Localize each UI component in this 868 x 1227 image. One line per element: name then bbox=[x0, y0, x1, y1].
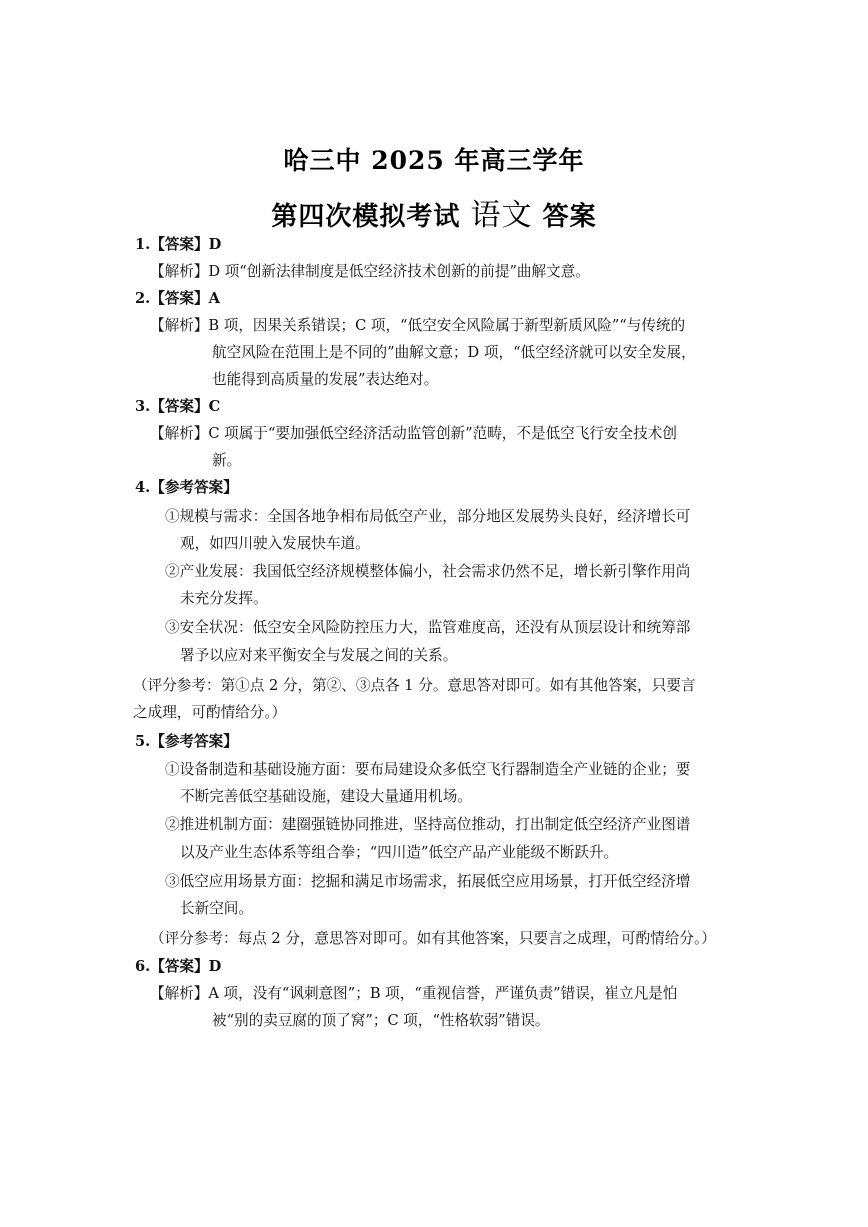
answer-line: 【解析】B 项，因果关系错误；C 项，“低空安全风险属于新型新质风险”“与传统的 bbox=[150, 317, 686, 334]
answer-line: 之成理，可酌情给分。） bbox=[133, 704, 287, 721]
answer-line: 【解析】D 项“创新法律制度是低空经济技术创新的前提”曲解文意。 bbox=[150, 263, 590, 280]
answer-line: 也能得到高质量的发展”表达绝对。 bbox=[212, 371, 439, 388]
answer-line: ②推进机制方面：建圈强链协同推进，坚持高位推动，打出制定低空经济产业图谱 bbox=[165, 816, 691, 833]
answer-line: ①规模与需求：全国各地争相布局低空产业，部分地区发展势头良好，经济增长可 bbox=[165, 508, 691, 525]
answer-line: 【解析】C 项属于“要加强低空经济活动监管创新”范畴，不是低空飞行安全技术创 bbox=[150, 425, 677, 442]
question-heading: 2.【答案】A bbox=[135, 290, 220, 307]
document-title: 哈三中 2025 年高三学年 bbox=[283, 146, 585, 175]
question-heading: 3.【答案】C bbox=[135, 398, 221, 415]
subtitle-answer: 答案 bbox=[542, 202, 597, 232]
answer-line: 不断完善低空基础设施，建设大量通用机场。 bbox=[180, 788, 472, 805]
answer-line: 航空风险在范围上是不同的”曲解文意；D 项，“低空经济就可以安全发展， bbox=[212, 344, 696, 361]
answer-line: ②产业发展：我国低空经济规模整体偏小，社会需求仍然不足，增长新引擎作用尚 bbox=[165, 563, 691, 580]
answer-line: 以及产业生态体系等组合拳；“四川造”低空产品产业能级不断跃升。 bbox=[180, 844, 619, 861]
answer-line: 被“别的卖豆腐的顶了窝”；C 项，“性格软弱”错误。 bbox=[212, 1012, 550, 1029]
answer-line: 新。 bbox=[212, 452, 242, 469]
document-subtitle bbox=[0, 190, 868, 234]
answer-line: （评分参考：每点 2 分，意思答对即可。如有其他答案，只要言之成理，可酌情给分。） bbox=[150, 930, 716, 947]
question-heading: 1.【答案】D bbox=[135, 236, 222, 253]
answer-line: ①设备制造和基础设施方面：要布局建设众多低空飞行器制造全产业链的企业；要 bbox=[165, 761, 691, 778]
answer-line: 【解析】A 项，没有“讽刺意图”；B 项，“重视信誉，严谨负责”错误，崔立凡是怕 bbox=[150, 985, 678, 1002]
answer-line: 未充分发挥。 bbox=[180, 590, 268, 607]
answer-line: 观，如四川驶入发展快车道。 bbox=[180, 535, 370, 552]
answer-line: ③低空应用场景方面：挖掘和满足市场需求，拓展低空应用场景，打开低空经济增 bbox=[165, 873, 691, 890]
answer-line: （评分参考：第①点 2 分，第②、③点各 1 分。意思答对即可。如有其他答案，只要言 bbox=[133, 677, 696, 694]
question-heading: 6.【答案】D bbox=[135, 958, 222, 975]
question-heading: 4.【参考答案】 bbox=[135, 479, 238, 496]
question-heading: 5.【参考答案】 bbox=[135, 733, 238, 750]
subtitle-subject: 语文 bbox=[470, 198, 533, 233]
answer-line: ③安全状况：低空安全风险防控压力大，监管难度高，还没有从顶层设计和统筹部 bbox=[165, 619, 691, 636]
subtitle-exam: 第四次模拟考试 bbox=[271, 202, 461, 232]
answer-line: 署予以应对来平衡安全与发展之间的关系。 bbox=[180, 647, 458, 664]
answer-line: 长新空间。 bbox=[180, 900, 253, 917]
